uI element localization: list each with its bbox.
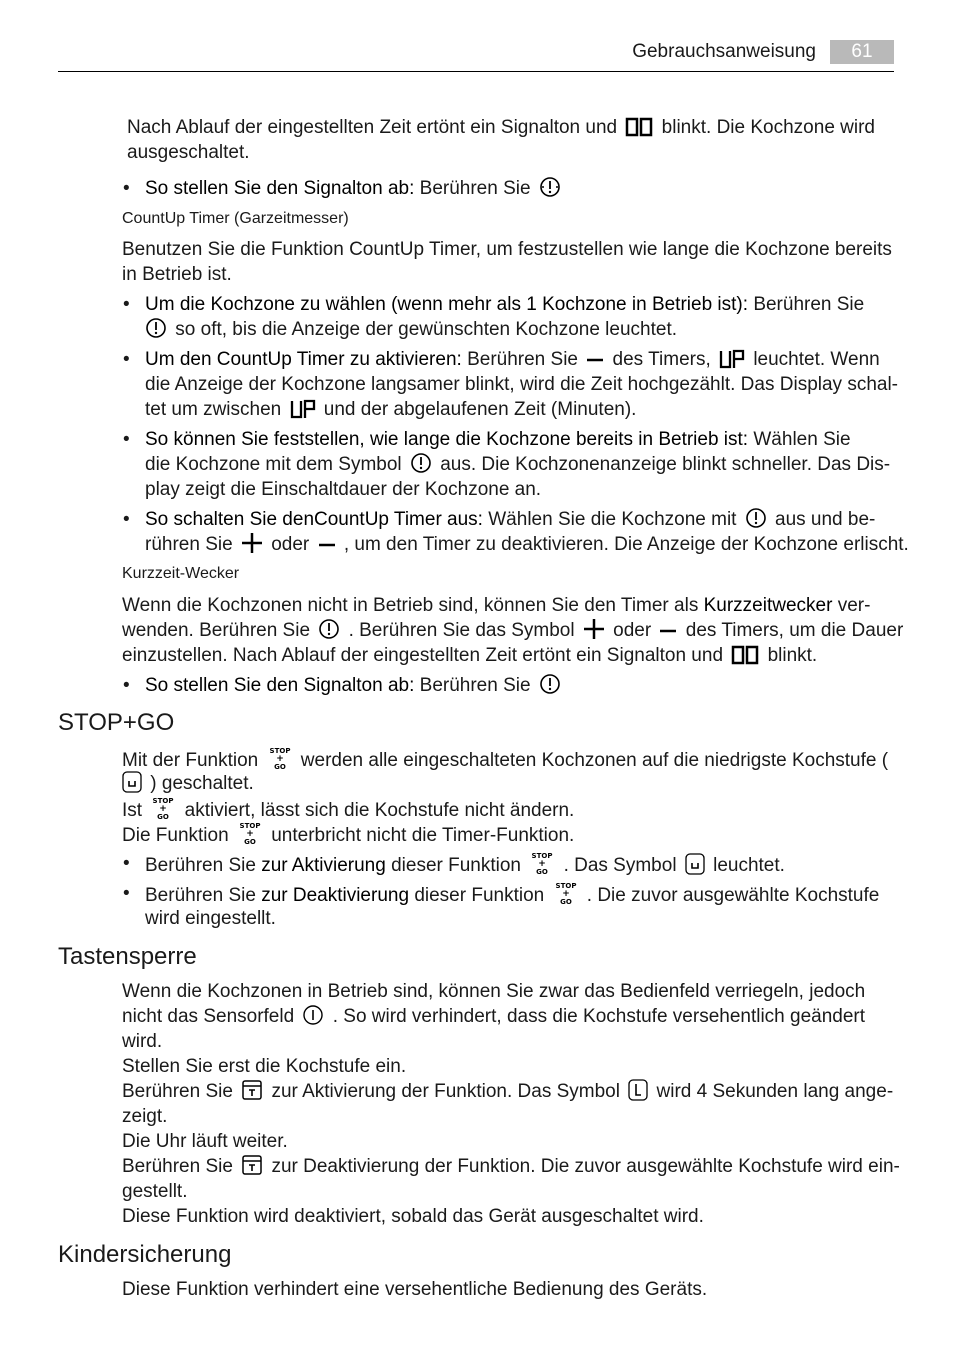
countup-bullet-4 [145,507,875,532]
page-number: 61 [830,40,894,64]
stopgo-bullet-2 [145,881,879,908]
text: So können Sie feststellen, wie lange die Kochzone bereits in Betrieb ist: [145,429,749,450]
text: aktiviert, lässt sich die Kochstufe nicht ändern. [184,800,575,821]
timer-icon [539,673,561,695]
countup-bullet-1-cont [145,317,677,342]
countup-bullet-2-cont-1: die Anzeige der Kochzone langsamer blinkt, wird die Zeit hochgezählt. Das Display schal- [145,374,899,395]
kurzzeit-heading: Kurzzeit-Wecker [122,565,240,582]
svg-text:GO: GO [273,763,286,770]
countup-para-2: in Betrieb ist. [122,264,232,285]
stopgo-line-4 [122,821,574,848]
text: . Das Symbol [563,855,677,876]
text: , um den Timer zu deaktivieren. Die Anzeige der Kochzone erlischt. [343,534,909,555]
text: leuchtet. Wenn [753,349,880,370]
display-up-icon [719,349,745,369]
text: Berühren Sie [419,675,531,696]
timer-icon [539,176,561,198]
svg-text:STOP: STOP [531,852,553,860]
countup-para-1: Benutzen Sie die Funktion CountUp Timer, um festzustellen wie lange die Kochzone bereits [122,239,892,260]
text: So stellen Sie den Signalton ab: [145,675,415,696]
kinder-heading: Kindersicherung [58,1241,232,1268]
text: Berühren Sie [145,885,256,906]
text: des Timers, [612,349,711,370]
countup-bullet-3 [145,427,851,452]
level-l-icon [628,1079,648,1101]
text: dieser Funktion [414,885,545,906]
text: Berühren Sie [419,178,531,199]
stopgo-bullet-2-cont: wird eingestellt. [145,908,276,929]
text: Um die Kochzone zu wählen (wenn mehr als 1 Kochzone in Betrieb ist): [145,294,749,315]
text: zur Deaktivierung [261,885,410,906]
level-u-icon [122,771,142,793]
page-header [58,40,894,72]
text: tet um zwischen [145,399,282,420]
text: aus. Die Kochzonenanzeige blinkt schneller. Das Dis- [440,454,891,475]
minus-icon [318,536,336,554]
stopgo-bullet-1 [145,851,785,878]
kinder-line-1: Diese Funktion verhindert eine versehentliche Bedienung des Geräts. [122,1279,708,1300]
power-sensor-icon [302,1004,324,1026]
text: des Timers, um die Dauer [685,620,904,641]
text: Berühren Sie [122,1081,233,1102]
stop-go-icon [529,851,555,875]
svg-text:+: + [275,754,284,764]
text: zur Aktivierung [261,855,386,876]
tastensperre-line-7: Die Uhr läuft weiter. [122,1131,288,1152]
timer-icon [145,317,167,339]
text: Nach Ablauf der eingestellten Zeit ertönt ein Signalton und [127,117,618,138]
tastensperre-line-9: gestellt. [122,1181,188,1202]
text: . Die zuvor ausgewählte Kochstufe [586,885,880,906]
text: rühren Sie [145,534,233,555]
plus-icon [241,532,263,554]
svg-text:GO: GO [244,838,256,845]
lock-icon [241,1079,263,1101]
text: Die Funktion [122,825,229,846]
text: ver- [837,595,871,616]
stopgo-heading: STOP+GO [58,709,175,736]
kurzzeit-line-2 [122,618,903,643]
kurzzeit-line-1 [122,593,870,618]
countup-bullet-2-cont-2 [145,397,636,422]
text: . So wird verhindert, dass die Kochstufe versehentlich geändert [332,1006,866,1027]
tastensperre-line-4: Stellen Sie erst die Kochstufe ein. [122,1056,407,1077]
svg-text:GO: GO [559,898,572,905]
text: unterbricht nicht die Timer-Funktion. [271,825,575,846]
text: Berühren Sie [122,1156,233,1177]
text: Berühren Sie [753,294,865,315]
stopgo-line-3 [122,796,574,823]
tastensperre-line-1: Wenn die Kochzonen in Betrieb sind, können Sie zwar das Bedienfeld verriegeln, jedoch [122,981,866,1002]
stop-go-icon [237,821,263,845]
minus-icon [659,622,677,640]
tastensperre-line-3: wird. [122,1031,163,1052]
svg-text:+: + [538,859,547,869]
tastensperre-line-5 [122,1079,893,1104]
countup-bullet-3-cont-2: play zeigt die Einschaltdauer der Kochzone an. [145,479,542,500]
text: und der abgelaufenen Zeit (Minuten). [323,399,637,420]
display-00-icon [625,117,653,137]
stopgo-line-1 [122,746,888,773]
tastensperre-line-2 [122,1004,865,1029]
svg-text:GO: GO [157,813,170,820]
countup-bullet-1 [145,292,864,317]
svg-text:+: + [246,829,254,839]
intro-line-2: ausgeschaltet. [127,142,250,163]
text: dieser Funktion [391,855,521,876]
svg-text:STOP: STOP [555,882,576,890]
tastensperre-line-10: Diese Funktion wird deaktiviert, sobald das Gerät ausgeschaltet wird. [122,1206,704,1227]
stop-go-icon [553,881,579,905]
text: Ist [122,800,143,821]
text: So schalten Sie denCountUp Timer aus: [145,509,483,530]
level-u-icon [685,853,705,875]
display-00-icon [731,645,759,665]
text: ) geschaltet. [150,773,254,794]
stop-go-icon [150,796,176,820]
svg-text:STOP: STOP [152,797,174,805]
text: zur Aktivierung der Funktion. Das Symbol [271,1081,620,1102]
text: wenden. Berühren Sie [122,620,311,641]
svg-text:GO: GO [536,868,549,875]
text: einzustellen. Nach Ablauf der eingestellten Zeit ertönt ein Signalton und [122,645,724,666]
svg-text:STOP: STOP [269,747,290,755]
signal-bullet-2 [145,673,564,698]
svg-text:STOP: STOP [239,822,261,830]
stopgo-line-2 [122,771,254,796]
timer-icon [318,618,340,640]
text: So stellen Sie den Signalton ab: [145,178,415,199]
countup-heading: CountUp Timer (Garzeitmesser) [122,210,349,227]
timer-icon [745,507,767,529]
text: die Kochzone mit dem Symbol [145,454,402,475]
text: zur Deaktivierung der Funktion. Die zuvor ausgewählte Kochstufe wird ein- [271,1156,900,1177]
svg-text:+: + [561,889,570,899]
text: Berühren Sie [467,349,578,370]
countup-bullet-3-cont-1 [145,452,890,477]
countup-bullet-2 [145,347,880,372]
plus-icon [583,618,605,640]
text: Wählen Sie die Kochzone mit [488,509,737,530]
text: oder [613,620,652,641]
intro-line-1 [127,115,875,140]
text: Berühren Sie [145,855,256,876]
header-title: Gebrauchsanweisung [632,41,816,62]
text: werden alle eingeschalteten Kochzonen auf die niedrigste Kochstufe ( [300,750,889,771]
tastensperre-heading: Tastensperre [58,943,197,970]
text: Wenn die Kochzonen nicht in Betrieb sind, können Sie den Timer als [122,595,699,616]
text: . Berühren Sie das Symbol [348,620,575,641]
text: Wählen Sie [753,429,851,450]
minus-icon [586,351,604,369]
svg-text:+: + [159,804,168,814]
kurzzeit-line-3 [122,643,817,668]
stop-go-icon [267,746,293,770]
signal-bullet-1 [145,176,564,201]
timer-icon [410,452,432,474]
text: blinkt. [767,645,818,666]
text: Kurzzeitwecker [703,595,833,616]
display-up-icon [290,399,316,419]
text: aus und be- [775,509,876,530]
tastensperre-line-6: zeigt. [122,1106,168,1127]
text: nicht das Sensorfeld [122,1006,295,1027]
text: leuchtet. [713,855,785,876]
text: so oft, bis die Anzeige der gewünschten Kochzone leuchtet. [175,319,677,340]
lock-icon [241,1154,263,1176]
text: wird 4 Sekunden lang ange- [656,1081,894,1102]
tastensperre-line-8 [122,1154,900,1179]
countup-bullet-4-cont [145,532,909,557]
text: Mit der Funktion [122,750,259,771]
text: blinkt. Die Kochzone wird [661,117,875,138]
text: Um den CountUp Timer zu aktivieren: [145,349,462,370]
text: oder [271,534,310,555]
